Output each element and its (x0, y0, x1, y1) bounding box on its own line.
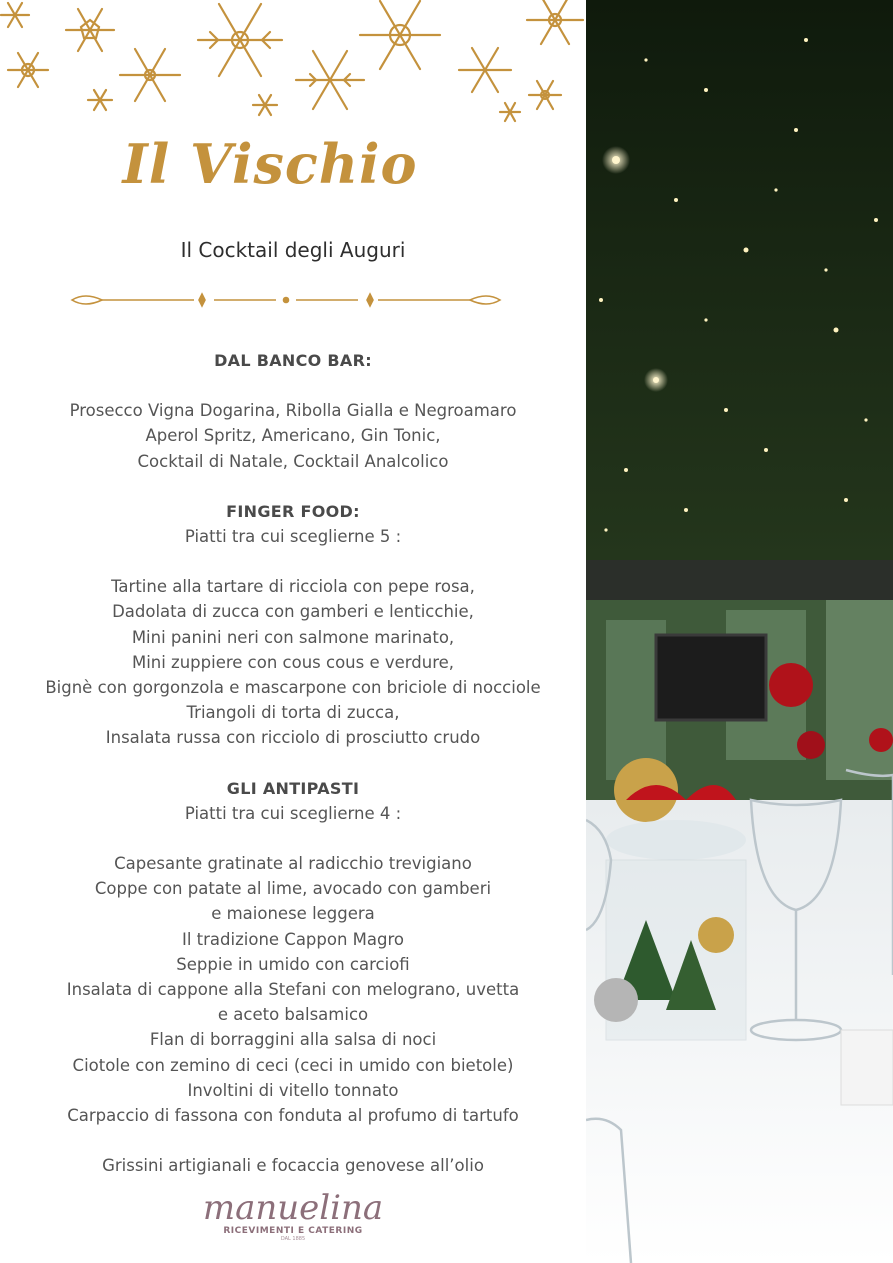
snowflake-icon (360, 1, 440, 69)
menu-item: Flan di borraggini alla salsa di noci (149, 1030, 437, 1050)
snowflake-icon (120, 49, 180, 101)
menu-item: Dadolata di zucca con gamberi e lenticchie, (112, 602, 474, 622)
menu-item: Carpaccio di fassona con fonduta al profumo di tartufo (67, 1106, 519, 1126)
snowflake-icon (500, 103, 520, 121)
caterer-logo (0, 1190, 586, 1242)
snowflake-icon (1, 3, 29, 27)
snowflake-icon (527, 0, 583, 44)
menu-item: Mini zuppiere con cous cous e verdure, (131, 652, 455, 672)
snowflake-icon (88, 90, 112, 110)
menu-item: e maionese leggera (211, 904, 375, 924)
snowflake-icon (198, 4, 282, 76)
snowflake-decoration (0, 0, 586, 130)
snowflake-icon (296, 51, 364, 109)
menu-item: Tartine alla tartare di ricciola con pepe rosa, (111, 577, 475, 597)
logo-tagline: RICEVIMENTI E CATERING (223, 1226, 363, 1236)
section-heading-bar: DAL BANCO BAR: (214, 351, 372, 370)
menu-item: Involtini di vitello tonnato (187, 1080, 399, 1100)
menu-content (0, 348, 586, 1178)
section-heading-antipasti: GLI ANTIPASTI (226, 778, 360, 798)
table-photo-illustration (586, 0, 893, 1263)
menu-item: Bignè con gorgonzola e mascarpone con briciole di nocciole (45, 678, 541, 698)
menu-item: Il tradizione Cappon Magro (181, 929, 405, 949)
snowflake-icon (8, 53, 48, 87)
ornamental-divider-icon (70, 290, 502, 310)
menu-item: Mini panini neri con salmone marinato, (131, 627, 455, 647)
menu-item: Ciotole con zemino di ceci (ceci in umido con bietole) (72, 1055, 514, 1075)
footer-line: Grissini artigianali e focaccia genovese all’olio (102, 1156, 484, 1176)
logo-name: manuelina (202, 1188, 384, 1228)
snowflake-icon (529, 81, 561, 109)
snowflake-icon (459, 48, 511, 92)
menu-item: Prosecco Vigna Dogarina, Ribolla Gialla e Negroamaro (69, 401, 517, 421)
menu-item: Cocktail di Natale, Cocktail Analcolico (137, 451, 449, 471)
menu-item: Insalata russa con ricciolo di prosciutto crudo (105, 728, 481, 748)
section-note: Piatti tra cui sceglierne 5 : (184, 527, 402, 547)
menu-item: Triangoli di torta di zucca, (186, 703, 400, 723)
menu-item: Coppe con patate al lime, avocado con gamberi (94, 879, 492, 899)
page-title: Il Vischio (122, 132, 418, 196)
menu-item: e aceto balsamico (217, 1005, 369, 1025)
decorative-photo (586, 0, 893, 1263)
snowflake-icon (66, 9, 114, 51)
menu-item: Seppie in umido con carciofi (176, 954, 410, 974)
logo-small-text: DAL 1885 (280, 1236, 306, 1242)
section-heading-finger-food: FINGER FOOD: (226, 501, 360, 521)
menu-item: Insalata di cappone alla Stefani con melograno, uvetta (66, 980, 520, 1000)
menu-item: Capesante gratinate al radicchio trevigiano (114, 854, 472, 874)
menu-item: Aperol Spritz, Americano, Gin Tonic, (145, 426, 441, 446)
section-note: Piatti tra cui sceglierne 4 : (184, 803, 402, 823)
page-subtitle: Il Cocktail degli Auguri (180, 238, 406, 262)
snowflake-icon (253, 95, 277, 115)
